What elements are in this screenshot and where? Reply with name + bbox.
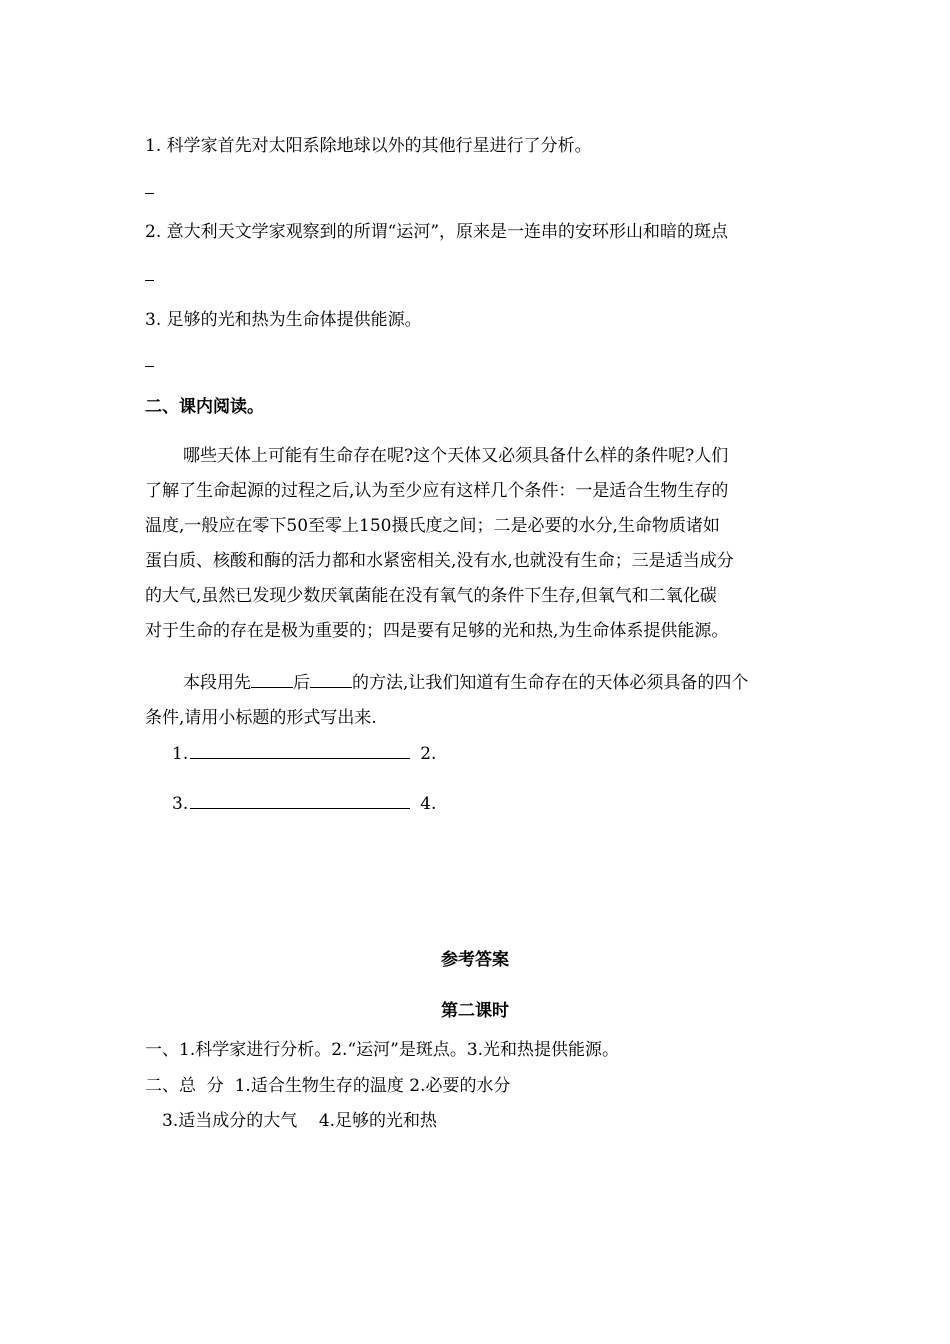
question-line-1: [145, 666, 810, 701]
answer-dash-2: [145, 280, 154, 281]
answer-line-3[interactable]: [190, 792, 410, 809]
answer-dash-3: [145, 366, 154, 367]
answer-dash-1: [145, 193, 154, 194]
answer-line-two: 二、总 分 1.适合生物生存的温度 2.必要的水分: [145, 1076, 511, 1096]
blank-row-2: [172, 792, 436, 815]
answer-line-one: 一、1.科学家进行分析。2.“运河”是斑点。3.光和热提供能源。: [145, 1040, 620, 1060]
question-part-a: 本段用先: [183, 673, 251, 693]
blank-label-1: 1.: [172, 744, 189, 764]
reading-passage: [145, 439, 810, 649]
passage-line: 温度,一般应在零下50至零上150摄氏度之间；二是必要的水分,生命物质诸如: [145, 516, 720, 536]
section-heading: 二、课内阅读。: [145, 397, 264, 417]
fill-blank-1[interactable]: [251, 671, 293, 688]
passage-line: 了解了生命起源的过程之后,认为至少应有这样几个条件：一是适合生物生存的: [145, 481, 729, 501]
answers-subtitle: 第二课时: [441, 1001, 509, 1021]
answer-line-1[interactable]: [190, 742, 410, 759]
blank-label-4: 4.: [420, 794, 437, 814]
answer-line-three: 3.适当成分的大气 4.足够的光和热: [162, 1111, 438, 1131]
item-1: 1. 科学家首先对太阳系除地球以外的其他行星进行了分析。: [145, 136, 592, 156]
passage-line: 的大气,虽然已发现少数厌氧菌能在没有氧气的条件下生存,但氧气和二氧化碳: [145, 586, 717, 606]
answers-title: 参考答案: [441, 950, 509, 970]
question-line-2: 条件,请用小标题的形式写出来.: [145, 708, 377, 728]
item-2: 2. 意大利天文学家观察到的所谓“运河”，原来是一连串的安环形山和暗的斑点: [145, 222, 729, 242]
question-part-c: 的方法,让我们知道有生命存在的天体必须具备的四个: [352, 673, 749, 693]
item-3: 3. 足够的光和热为生命体提供能源。: [145, 310, 422, 330]
passage-line: 对于生命的存在是极为重要的；四是要有足够的光和热,为生命体系提供能源。: [145, 621, 729, 641]
blank-label-2: 2.: [420, 744, 437, 764]
question-part-b: 后: [293, 673, 310, 693]
passage-line: 蛋白质、核酸和酶的活力都和水紧密相关,没有水,也就没有生命；三是适当成分: [145, 551, 734, 571]
blank-label-3: 3.: [172, 794, 189, 814]
passage-line: 哪些天体上可能有生命存在呢?这个天体又必须具备什么样的条件呢?人们: [183, 446, 729, 466]
fill-blank-2[interactable]: [310, 671, 352, 688]
question: [145, 666, 810, 736]
blank-row-1: [172, 742, 436, 765]
